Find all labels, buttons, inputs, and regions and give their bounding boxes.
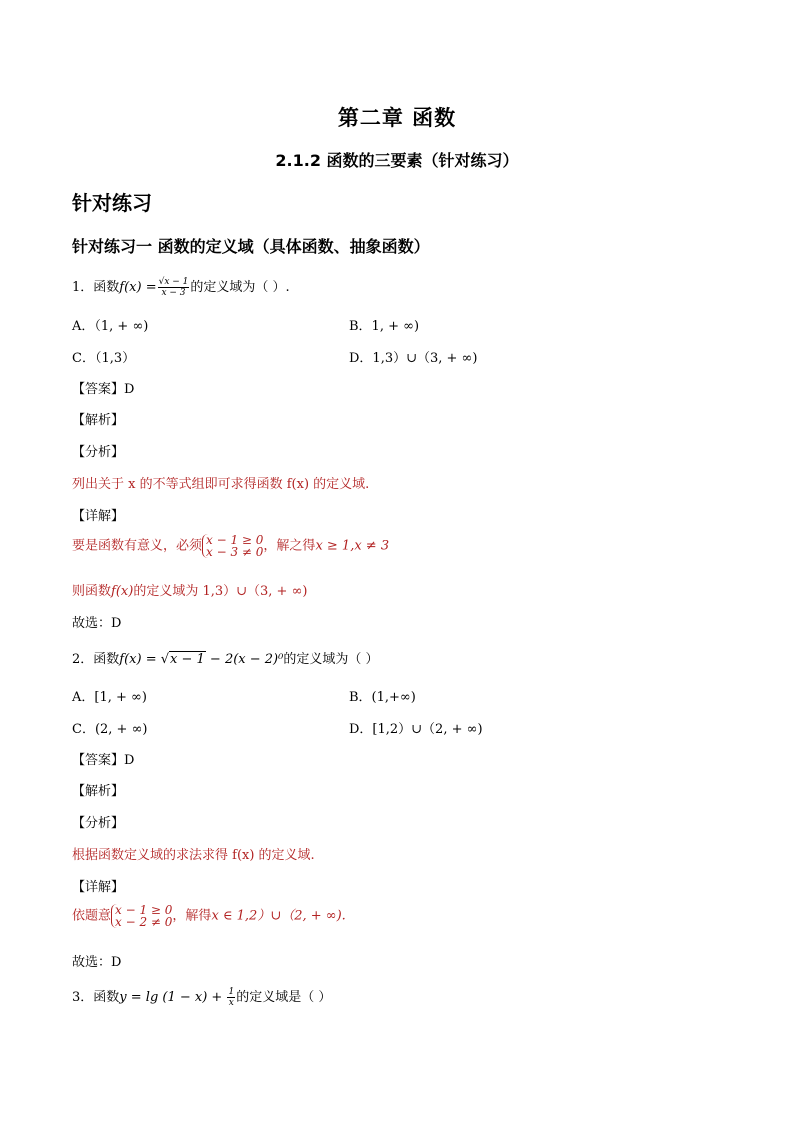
q2-jiexi-label: 【解析】	[72, 784, 125, 799]
q2-sys-line2: x − 2 ≠ 0	[115, 915, 173, 929]
q2-detail-mid: ，解得	[172, 908, 212, 924]
q1-prefix: 1．函数	[72, 280, 120, 295]
q2-fenxi-label: 【分析】	[72, 816, 125, 831]
q3-function: y = lg (1 − x) +	[119, 990, 227, 1005]
q3-prefix: 3．函数	[72, 990, 120, 1005]
q2-rest: − 2(x − 2)⁰	[205, 652, 284, 667]
q2-radical-sign: √	[160, 652, 170, 667]
q2-function: f(x) =	[119, 652, 161, 667]
q2-inequality-system	[111, 904, 172, 928]
practice-subheading: 针对练习一 函数的定义域（具体函数、抽象函数）	[72, 237, 430, 256]
q2-prefix: 2．函数	[72, 652, 120, 667]
q1-detail-mid: ，解之得	[263, 538, 316, 554]
q1-answer: 【答案】D	[72, 382, 135, 397]
q3-suffix: 的定义域是（ ）	[236, 990, 332, 1005]
q1-sys-line1: x − 1 ≥ 0	[206, 533, 264, 547]
q2-detail-prefix: 依题意	[72, 908, 112, 924]
q1-numerator: √x − 1	[158, 277, 189, 287]
q1-suffix: 的定义域为（ ）.	[190, 280, 290, 295]
q1-fenxi-label: 【分析】	[72, 445, 125, 460]
practice-heading: 针对练习	[72, 191, 152, 215]
q2-xiangjie-label: 【详解】	[72, 880, 125, 895]
q2-detail-result: x ∈ 1,2）∪（2, + ∞).	[211, 908, 346, 924]
question-2	[72, 648, 378, 667]
q1-detail-result: x ≥ 1,x ≠ 3	[315, 538, 390, 554]
q2-suffix: 的定义域为（ ）	[283, 652, 379, 667]
q2-option-a: A．[1, + ∞)	[72, 690, 147, 705]
q2-sys-line1: x − 1 ≥ 0	[115, 903, 173, 917]
q3-numerator: 1	[228, 987, 235, 997]
q2-detail	[72, 904, 346, 928]
q1-detail2-suffix: 的定义域为 1,3）∪（3, + ∞)	[133, 584, 308, 599]
q1-detail-2	[72, 580, 307, 599]
q1-choose: 故选：D	[72, 616, 122, 631]
q2-radicand: x − 1	[170, 652, 205, 667]
q1-xiangjie-label: 【详解】	[72, 509, 125, 524]
q1-sys-line2: x − 3 ≠ 0	[206, 545, 264, 559]
q1-option-b: B．1, + ∞)	[349, 319, 420, 334]
q1-function: f(x) =	[119, 280, 157, 295]
q1-option-c: C．（1,3）	[72, 351, 136, 366]
q1-detail2-func: f(x)	[111, 584, 134, 599]
q2-option-b: B．(1,+∞)	[349, 690, 416, 705]
q2-answer: 【答案】D	[72, 753, 135, 768]
chapter-title: 第二章 函数	[337, 106, 457, 130]
q1-option-d: D．1,3）∪（3, + ∞)	[349, 351, 478, 366]
section-title: 2.1.2 函数的三要素（针对练习）	[275, 151, 519, 170]
q3-fraction	[227, 987, 235, 1008]
q1-detail	[72, 534, 389, 558]
q1-inequality-system	[202, 534, 263, 558]
q2-option-c: C．(2, + ∞)	[72, 722, 148, 737]
q1-detail-prefix: 要是函数有意义，必须	[72, 538, 203, 554]
q2-option-d: D．[1,2）∪（2, + ∞)	[349, 722, 483, 737]
question-1	[72, 276, 290, 298]
q1-denominator: x − 3	[161, 288, 186, 298]
q1-option-a: A．（1, + ∞)	[72, 319, 149, 334]
q2-choose: 故选：D	[72, 955, 122, 970]
q1-detail2-prefix: 则函数	[72, 584, 112, 599]
q1-jiexi-label: 【解析】	[72, 413, 125, 428]
q2-analysis: 根据函数定义域的求法求得 f(x) 的定义域.	[72, 848, 315, 863]
q1-fraction	[158, 277, 190, 298]
q3-denominator: x	[228, 998, 234, 1008]
question-3	[72, 986, 331, 1008]
q1-analysis: 列出关于 x 的不等式组即可求得函数 f(x) 的定义域.	[72, 477, 370, 492]
